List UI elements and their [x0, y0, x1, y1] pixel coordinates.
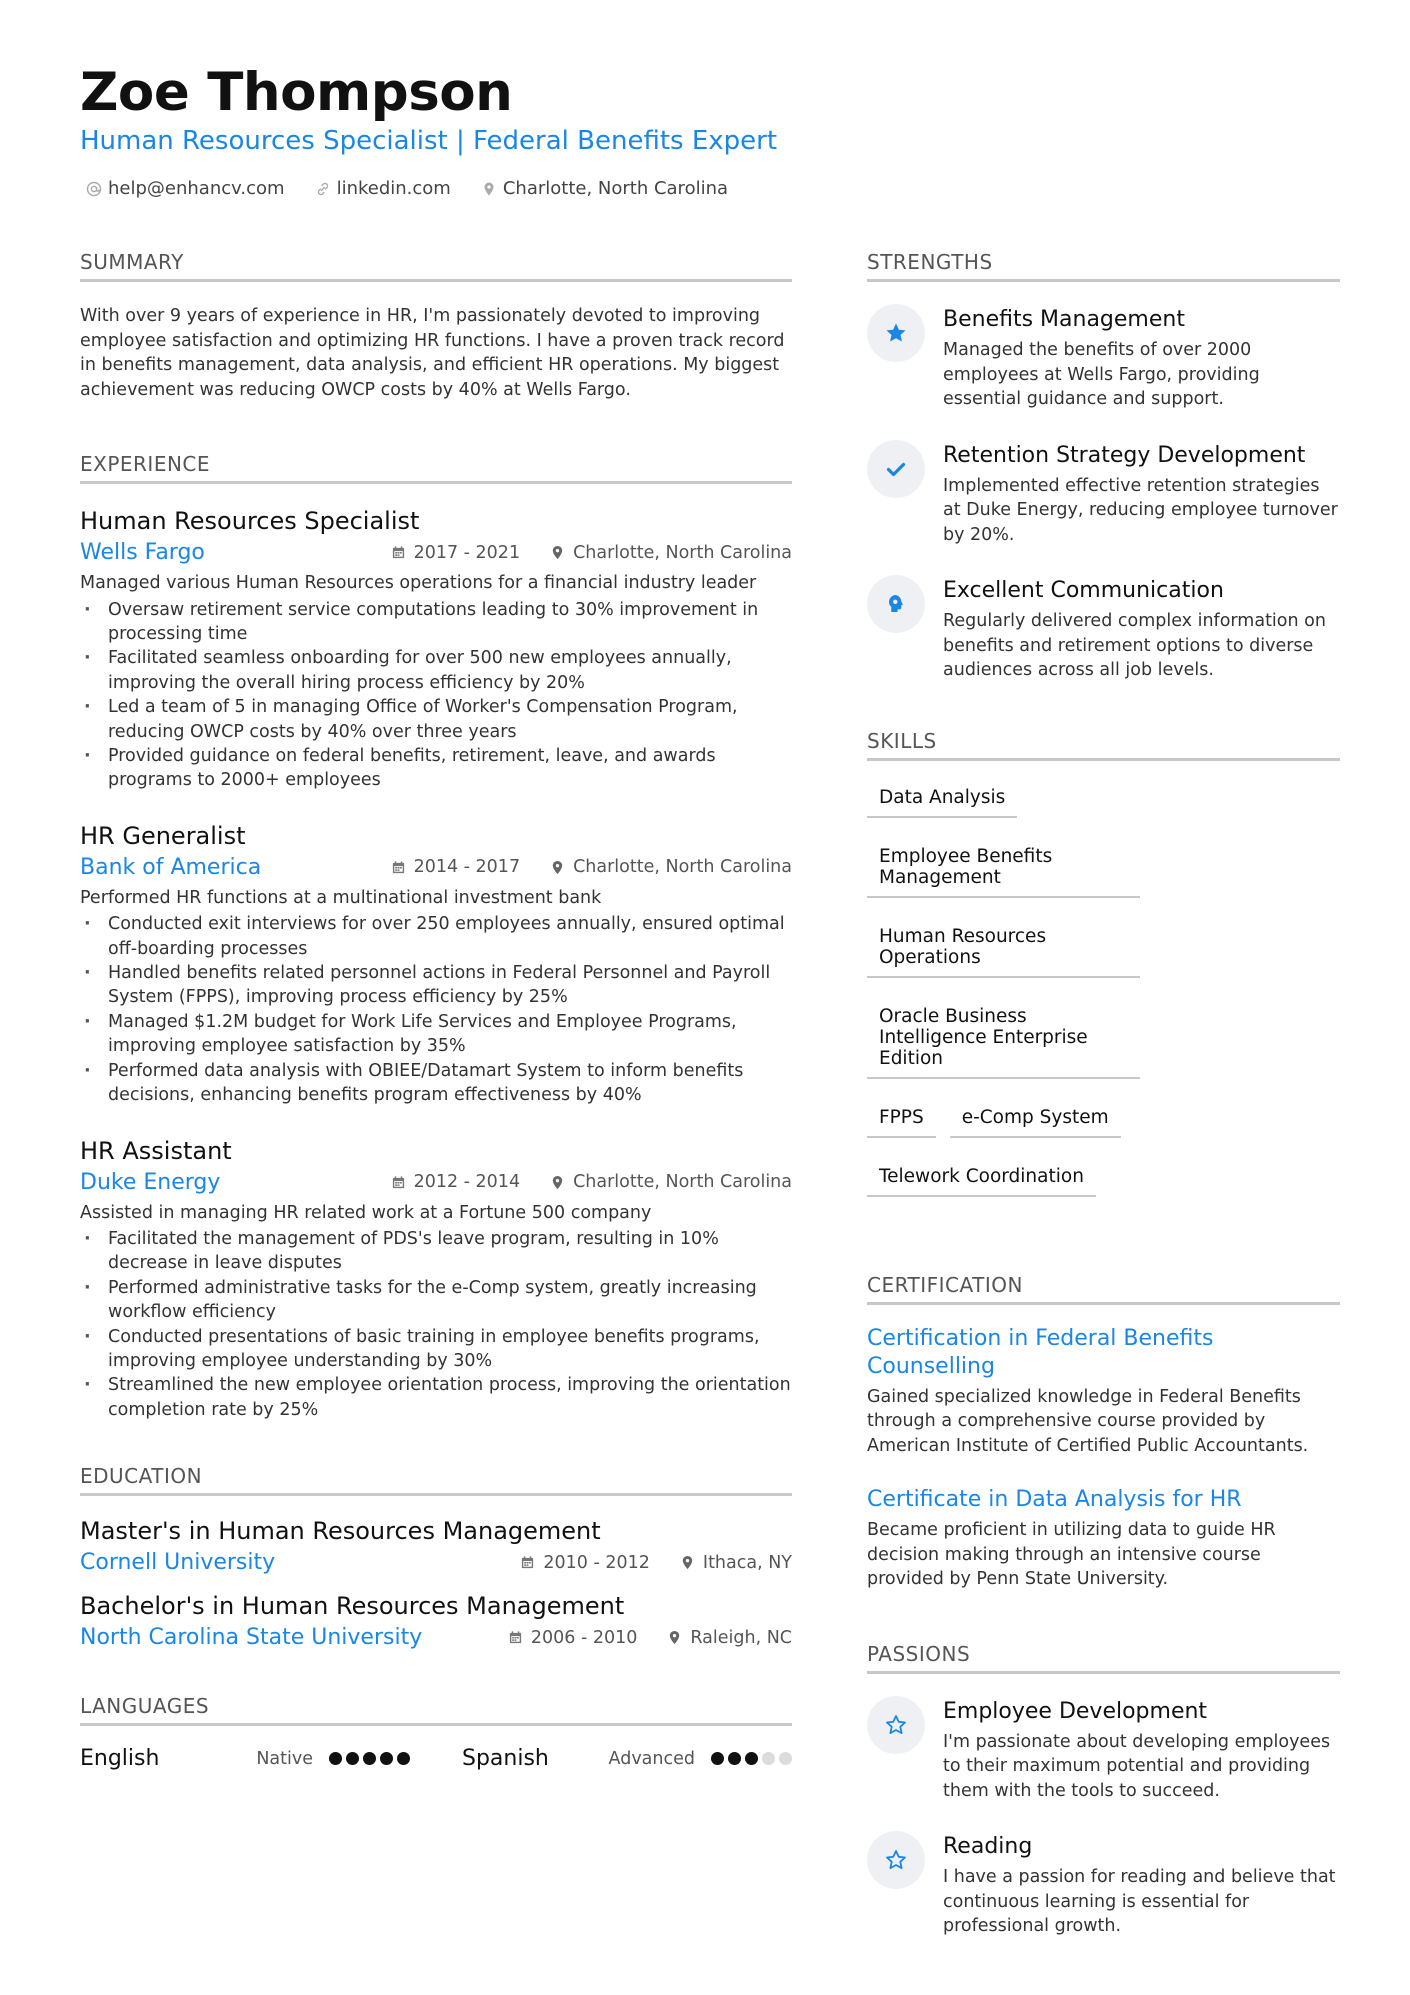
job-meta	[80, 540, 792, 565]
skill-tag: FPPS	[867, 1099, 936, 1138]
education-dates	[520, 1553, 650, 1573]
language-level: Native	[256, 1748, 313, 1769]
strength-description: Managed the benefits of over 2000 employees at Wells Fargo, providing essential guidance and support.	[943, 340, 1260, 409]
language-proficiency	[256, 1749, 410, 1769]
contact-email-text: help@enhancv.com	[108, 178, 285, 199]
passion-body	[943, 1696, 1340, 1804]
job-location-text: Charlotte, North Carolina	[573, 542, 792, 563]
job-location-text: Charlotte, North Carolina	[573, 1172, 792, 1192]
contact-bar	[86, 178, 728, 199]
certification-title: Certificate in Data Analysis for HR	[867, 1487, 1242, 1512]
job-description: Assisted in managing HR related work at a Fortune 500 company	[80, 1202, 652, 1223]
languages-list	[80, 1746, 792, 1771]
link-icon	[315, 181, 331, 197]
job-meta	[80, 855, 792, 880]
job-bullet: · Handled benefits related personnel actions in Federal Personnel and Payroll System (FPPS), improving process efficiency by 25%	[80, 961, 792, 1010]
star-icon	[884, 321, 908, 345]
proficiency-dot	[380, 1752, 393, 1765]
job-entry	[80, 821, 792, 1108]
skill-tag: e-Comp System	[950, 1099, 1121, 1138]
passion-item	[867, 1831, 1340, 1939]
education-meta-details	[508, 1628, 792, 1648]
job-meta-details	[391, 543, 792, 563]
education-entry	[80, 1591, 792, 1650]
skills-section	[867, 729, 1340, 1197]
proficiency-dot	[728, 1752, 741, 1765]
passions-section	[867, 1642, 1340, 1939]
left-column	[80, 250, 792, 1771]
strength-item	[867, 304, 1340, 412]
calendar-icon	[391, 860, 406, 875]
language-item	[462, 1746, 792, 1771]
job-bullet: · Oversaw retirement service computations leading to 30% improvement in processing time	[80, 598, 792, 647]
strength-body	[943, 304, 1340, 412]
map-pin-icon	[667, 1630, 682, 1645]
proficiency-dot	[711, 1752, 724, 1765]
passion-description: I'm passionate about developing employees to their maximum potential and providing them with the tools to succeed.	[943, 1731, 1331, 1801]
map-pin-icon	[481, 181, 497, 197]
education-section	[80, 1464, 792, 1650]
contact-linkedin-text: linkedin.com	[336, 178, 451, 199]
contact-location-text: Charlotte, North Carolina	[502, 178, 729, 199]
job-meta	[80, 1170, 792, 1195]
passion-description: I have a passion for reading and believe that continuous learning is essential for professional growth.	[943, 1867, 1336, 1936]
contact-linkedin[interactable]	[315, 178, 451, 199]
strength-body	[943, 575, 1340, 683]
job-entry	[80, 1136, 792, 1423]
strength-icon-badge	[867, 440, 925, 498]
map-pin-icon	[550, 545, 565, 560]
job-bullet: · Performed data analysis with OBIEE/Datamart System to inform benefits decisions, enhancing benefits program effectiveness by 40%	[80, 1059, 792, 1108]
strength-icon-badge	[867, 304, 925, 362]
job-location	[550, 543, 792, 563]
certification-item	[867, 1486, 1340, 1592]
education-meta	[80, 1625, 792, 1650]
check-icon	[884, 457, 908, 481]
job-bullet: · Conducted presentations of basic training in employee benefits programs, improving employee understanding by 30%	[80, 1325, 792, 1374]
calendar-icon	[391, 1175, 406, 1190]
passion-body	[943, 1831, 1340, 1939]
map-pin-icon	[550, 1175, 565, 1190]
education-heading: EDUCATION	[80, 1464, 792, 1496]
skill-tag: Employee Benefits Management	[867, 838, 1140, 898]
job-title: HR Assistant	[80, 1136, 232, 1165]
strength-icon-badge	[867, 575, 925, 633]
education-location-text: Raleigh, NC	[690, 1627, 792, 1648]
experience-heading: EXPERIENCE	[80, 452, 792, 484]
certification-item	[867, 1325, 1340, 1459]
certification-title: Certification in Federal Benefits Counselling	[867, 1325, 1214, 1379]
job-location	[550, 1172, 792, 1192]
skill-tag: Human Resources Operations	[867, 918, 1140, 978]
skill-tag: Telework Coordination	[867, 1158, 1096, 1197]
education-meta-details	[520, 1553, 792, 1573]
education-dates-text: 2006 - 2010	[530, 1627, 638, 1648]
candidate-name: Zoe Thompson	[80, 62, 513, 123]
star-outline-icon	[884, 1848, 908, 1872]
job-title: Human Resources Specialist	[80, 507, 420, 535]
proficiency-dot	[363, 1752, 376, 1765]
education-entry	[80, 1516, 792, 1575]
education-dates-text: 2010 - 2012	[543, 1552, 650, 1573]
proficiency-dot	[397, 1752, 410, 1765]
job-description: Performed HR functions at a multinational investment bank	[80, 887, 602, 908]
strength-item	[867, 575, 1340, 683]
job-bullets	[80, 598, 792, 793]
skills-heading: SKILLS	[867, 729, 1340, 761]
job-dates-text: 2017 - 2021	[413, 542, 521, 563]
strengths-section	[867, 250, 1340, 683]
map-pin-icon	[680, 1555, 695, 1570]
job-bullet: · Conducted exit interviews for over 250 employees annually, ensured optimal off-boarding processes	[80, 912, 792, 961]
skill-tag: Data Analysis	[867, 779, 1017, 818]
languages-heading: LANGUAGES	[80, 1694, 792, 1726]
strength-title: Benefits Management	[943, 307, 1185, 332]
job-description: Managed various Human Resources operations for a financial industry leader	[80, 573, 757, 593]
strength-description: Implemented effective retention strategies at Duke Energy, reducing employee turnover by 20%.	[943, 475, 1338, 545]
summary-heading: SUMMARY	[80, 250, 792, 282]
proficiency-dot	[745, 1752, 758, 1765]
job-bullet: · Facilitated seamless onboarding for over 500 new employees annually, improving the overall hiring process efficiency by 20%	[80, 646, 792, 695]
education-location	[667, 1628, 792, 1648]
proficiency-dot	[329, 1752, 342, 1765]
language-name: Spanish	[462, 1746, 549, 1772]
map-pin-icon	[550, 860, 565, 875]
strength-description: Regularly delivered complex information on benefits and retirement options to diverse audiences across all job levels.	[943, 611, 1326, 680]
passion-item	[867, 1696, 1340, 1804]
job-dates	[391, 1172, 521, 1192]
job-dates	[391, 857, 521, 877]
job-bullet: · Facilitated the management of PDS's leave program, resulting in 10% decrease in leave disputes	[80, 1227, 792, 1276]
certification-heading: CERTIFICATION	[867, 1273, 1340, 1305]
language-name: English	[80, 1746, 160, 1772]
proficiency-dot	[346, 1752, 359, 1765]
job-entry	[80, 506, 792, 793]
skill-tag: Oracle Business Intelligence Enterprise Edition	[867, 998, 1140, 1079]
strength-title: Retention Strategy Development	[943, 442, 1306, 468]
education-location-text: Ithaca, NY	[702, 1552, 792, 1573]
summary-section	[80, 250, 792, 402]
proficiency-dot	[779, 1752, 792, 1765]
language-item	[80, 1746, 410, 1771]
summary-text: With over 9 years of experience in HR, I'm passionately devoted to improving employee satisfaction and optimizing HR functions. I have a proven track record in benefits management, data analysis, and efficient HR operations. My biggest achievement was reducing OWCP costs by 40% at Wells Fargo.	[80, 306, 785, 400]
certification-section	[867, 1273, 1340, 1592]
job-dates	[391, 543, 521, 563]
passion-title: Employee Development	[943, 1698, 1208, 1724]
skills-list	[867, 779, 1340, 1197]
job-bullets	[80, 912, 792, 1107]
proficiency-dot	[762, 1752, 775, 1765]
proficiency-dots	[711, 1752, 792, 1765]
head-icon	[884, 592, 908, 616]
school-name: Cornell University	[80, 1550, 276, 1576]
job-bullet: · Managed $1.2M budget for Work Life Services and Employee Programs, improving employee satisfaction by 35%	[80, 1010, 792, 1059]
job-location	[550, 857, 792, 877]
job-meta-details	[391, 857, 792, 877]
job-bullet: · Provided guidance on federal benefits, retirement, leave, and awards programs to 2000+ employees	[80, 744, 792, 793]
star-outline-icon	[884, 1713, 908, 1737]
strength-body	[943, 440, 1340, 548]
education-dates	[508, 1628, 638, 1648]
school-name: North Carolina State University	[80, 1625, 423, 1651]
job-bullets	[80, 1227, 792, 1422]
job-meta-details	[391, 1172, 792, 1192]
company-name: Bank of America	[80, 854, 262, 880]
job-dates-text: 2012 - 2014	[413, 1172, 521, 1192]
job-dates-text: 2014 - 2017	[413, 857, 521, 878]
certification-description: Gained specialized knowledge in Federal Benefits through a comprehensive course provided by American Institute of Certified Public Accountants.	[867, 1386, 1309, 1456]
calendar-icon	[508, 1630, 523, 1645]
candidate-headline: Human Resources Specialist | Federal Benefits Expert	[80, 126, 778, 156]
at-icon	[86, 181, 102, 197]
strength-title: Excellent Communication	[943, 578, 1224, 603]
certification-description: Became proficient in utilizing data to guide HR decision making through an intensive course provided by Penn State University.	[867, 1520, 1276, 1589]
right-column	[867, 250, 1340, 1939]
languages-section	[80, 1694, 792, 1771]
education-meta	[80, 1550, 792, 1575]
degree-title: Bachelor's in Human Resources Management	[80, 1592, 625, 1621]
job-bullet: · Streamlined the new employee orientation process, improving the orientation completion rate by 25%	[80, 1373, 792, 1422]
calendar-icon	[520, 1555, 535, 1570]
passions-heading: PASSIONS	[867, 1642, 1340, 1674]
contact-email[interactable]	[86, 178, 285, 199]
company-name: Duke Energy	[80, 1169, 221, 1195]
proficiency-dots	[329, 1752, 410, 1765]
strength-item	[867, 440, 1340, 548]
passions-list	[867, 1696, 1340, 1939]
job-location-text: Charlotte, North Carolina	[573, 857, 792, 878]
language-level: Advanced	[608, 1748, 695, 1769]
job-bullet: · Led a team of 5 in managing Office of Worker's Compensation Program, reducing OWCP costs by 40% over three years	[80, 695, 792, 744]
job-title: HR Generalist	[80, 821, 246, 850]
language-proficiency	[609, 1749, 792, 1769]
strengths-list	[867, 304, 1340, 683]
education-location	[680, 1553, 792, 1573]
passion-icon-badge	[867, 1696, 925, 1754]
calendar-icon	[391, 545, 406, 560]
strengths-heading: STRENGTHS	[867, 250, 1340, 282]
passion-icon-badge	[867, 1831, 925, 1889]
company-name: Wells Fargo	[80, 540, 205, 565]
degree-title: Master's in Human Resources Management	[80, 1517, 601, 1546]
passion-title: Reading	[943, 1834, 1033, 1859]
contact-location	[481, 178, 728, 199]
experience-section	[80, 452, 792, 1422]
job-bullet: · Performed administrative tasks for the e-Comp system, greatly increasing workflow efficiency	[80, 1276, 792, 1325]
